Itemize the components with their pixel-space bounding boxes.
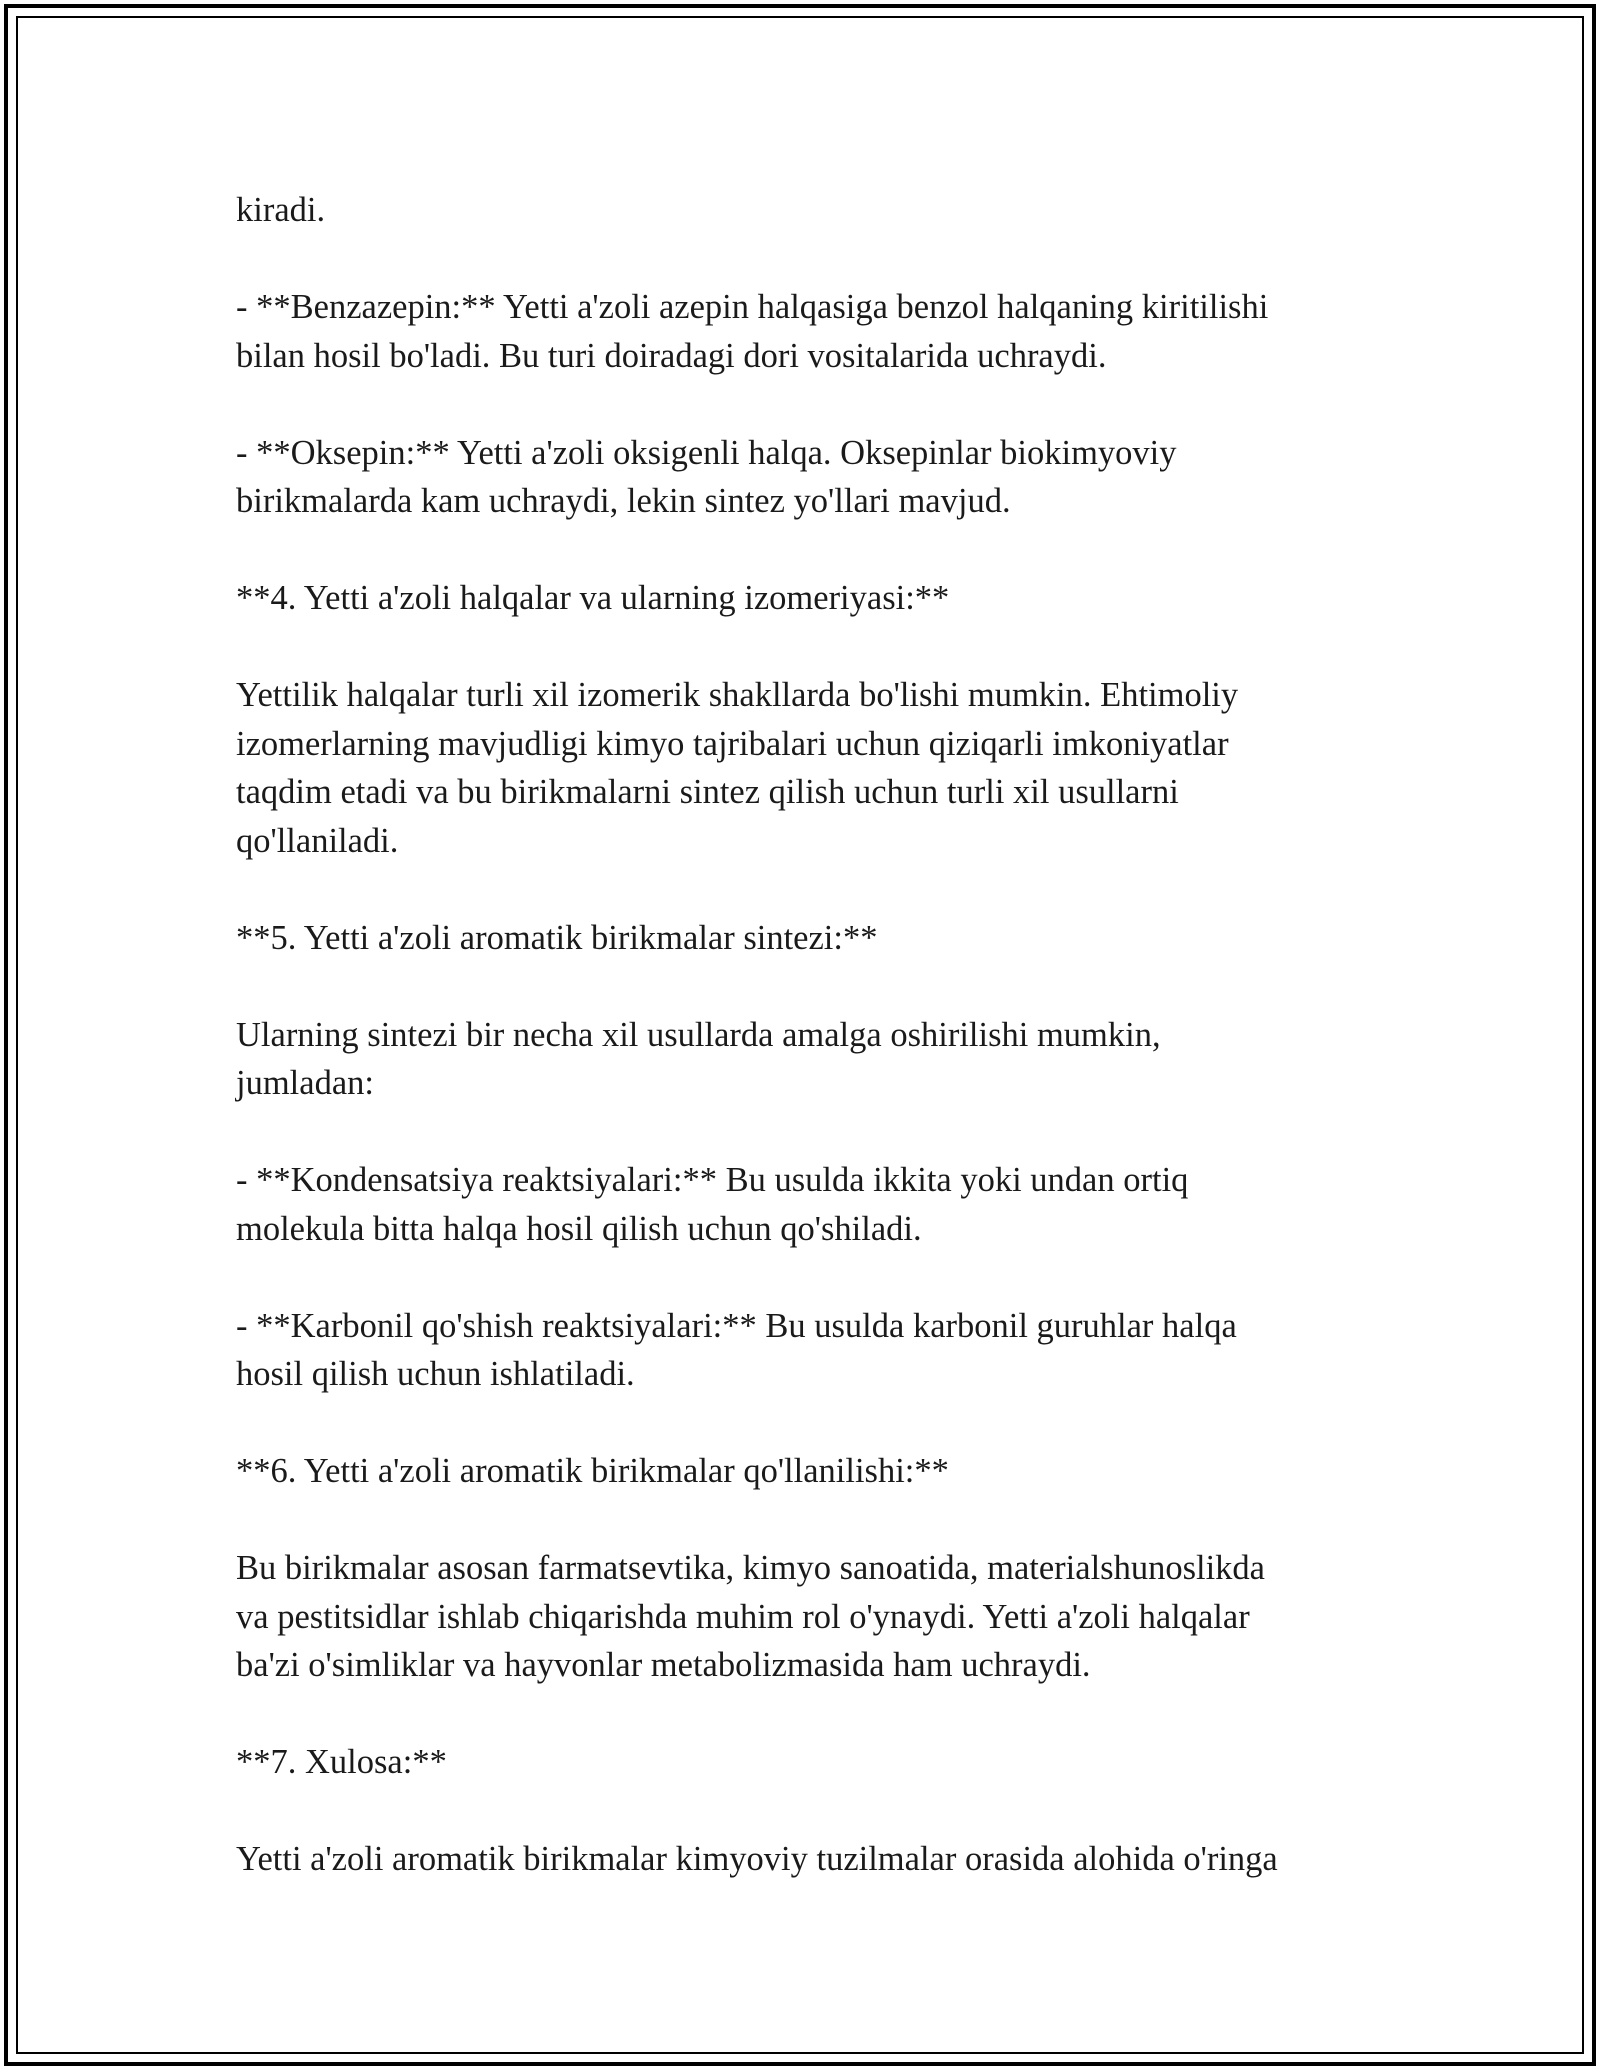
- section-heading-6: **6. Yetti a'zoli aromatik birikmalar qo'llanilishi:**: [236, 1452, 949, 1490]
- list-item-oksepin: - **Oksepin:** Yetti a'zoli oksigenli halqa. Oksepinlar biokimyoviy birikmalarda kam uchraydi, lekin sintez yo'llari mavjud.: [236, 433, 1177, 520]
- paragraph-qollanilishi: Bu birikmalar asosan farmatsevtika, kimyo sanoatida, materialshunoslikda va pestitsidlar ishlab chiqarishda muhim rol o'ynaydi. Yetti a'zoli halqalar ba'zi o'simliklar va hayvonlar metabolizmasida ham uchraydi.: [236, 1549, 1265, 1684]
- list-item-benzazepin: - **Benzazepin:** Yetti a'zoli azepin halqasiga benzol halqaning kiritilishi bilan hosil bo'ladi. Bu turi doiradagi dori vositalarida uchraydi.: [236, 288, 1269, 375]
- document-body: [236, 186, 1386, 1884]
- list-item-kondensatsiya: - **Kondensatsiya reaktsiyalari:** Bu usulda ikkita yoki undan ortiq molekula bitta halqa hosil qilish uchun qo'shiladi.: [236, 1161, 1189, 1248]
- paragraph-sintez: Ularning sintezi bir necha xil usullarda amalga oshirilishi mumkin, jumladan:: [236, 1015, 1161, 1102]
- section-heading-5: **5. Yetti a'zoli aromatik birikmalar sintezi:**: [236, 918, 878, 957]
- paragraph-xulosa: Yetti a'zoli aromatik birikmalar kimyoviy tuzilmalar orasida alohida o'ringa: [236, 1840, 1278, 1878]
- paragraph-continuation: kiradi.: [236, 191, 326, 229]
- section-heading-7: **7. Xulosa:**: [236, 1743, 447, 1781]
- list-item-karbonil: - **Karbonil qo'shish reaktsiyalari:** Bu usulda karbonil guruhlar halqa hosil qilish uchun ishlatiladi.: [236, 1306, 1237, 1393]
- paragraph-izomeriya: Yettilik halqalar turli xil izomerik shakllarda bo'lishi mumkin. Ehtimoliy izomerlarning mavjudligi kimyo tajribalari uchun qiziqarli imkoniyatlar taqdim etadi va bu birikmalarni sintez qilish uchun turli xil usullarni qo'llaniladi.: [236, 676, 1239, 860]
- section-heading-4: **4. Yetti a'zoli halqalar va ularning izomeriyasi:**: [236, 579, 950, 617]
